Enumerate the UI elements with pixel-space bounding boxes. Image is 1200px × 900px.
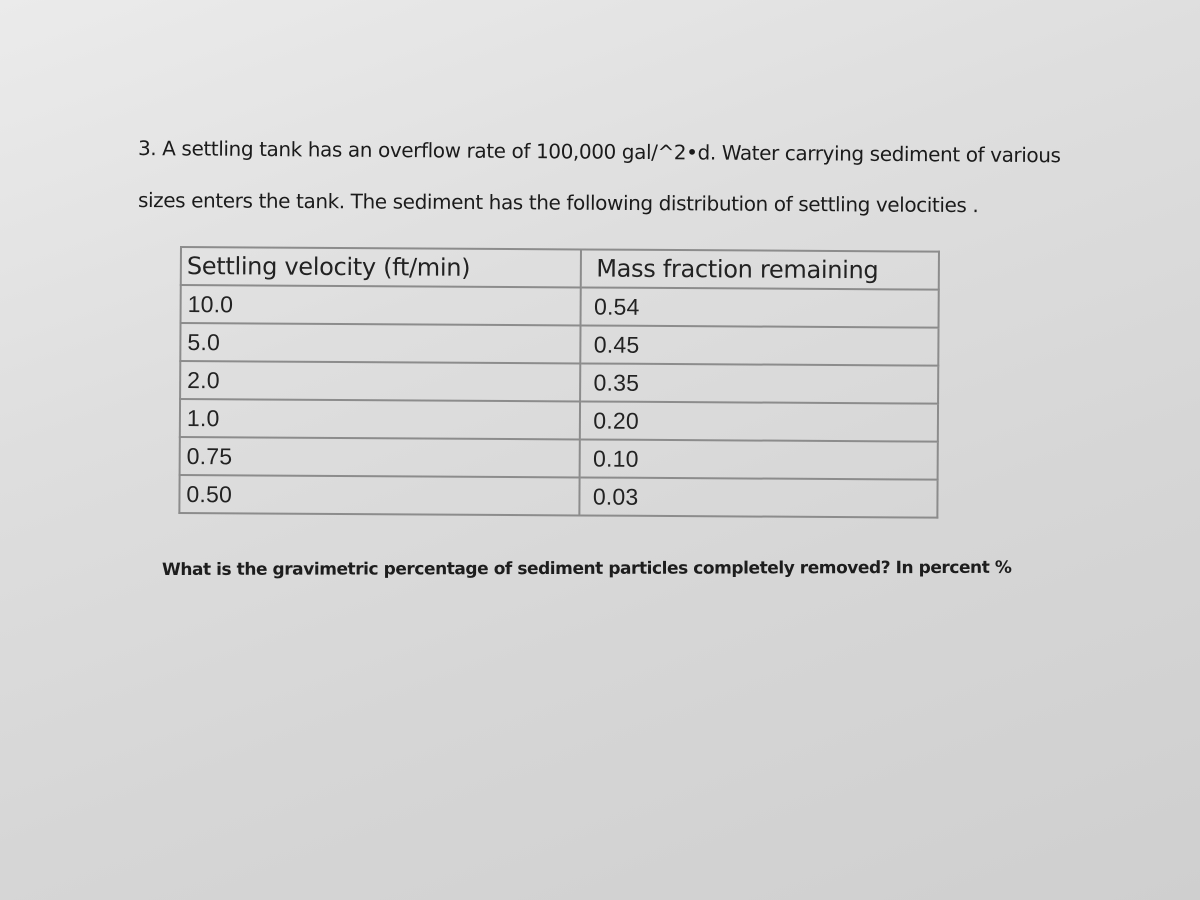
mass-fraction-cell: 0.45: [581, 325, 939, 365]
velocity-cell: 10.0: [181, 285, 582, 325]
velocity-cell: 1.0: [180, 399, 581, 439]
table-row: [180, 323, 938, 366]
table-row: [180, 437, 938, 480]
mass-fraction-cell: 0.03: [580, 477, 938, 517]
table-row: [181, 285, 939, 328]
mass-fraction-cell: 0.35: [580, 363, 938, 403]
mass-fraction-cell: 0.10: [580, 439, 938, 479]
table-row: [180, 399, 938, 442]
question-text: What is the gravimetric percentage of sediment particles completely removed? In percent %: [161, 557, 1012, 580]
velocity-cell: 2.0: [180, 361, 581, 401]
velocity-cell: 0.75: [180, 437, 581, 477]
velocity-cell: 5.0: [180, 323, 581, 363]
table-header-row: [181, 247, 939, 290]
table-row: [179, 475, 937, 518]
problem-text-line-1: 3. A settling tank has an overflow rate of 100,000 gal/^2•d. Water carrying sediment of various: [137, 136, 1061, 168]
header-settling-velocity: Settling velocity (ft/min): [181, 247, 582, 287]
velocity-cell: 0.50: [179, 475, 580, 515]
table-row: [180, 361, 938, 404]
problem-text-line-2: sizes enters the tank. The sediment has the following distribution of settling velocities .: [137, 188, 979, 218]
mass-fraction-cell: 0.54: [581, 287, 939, 327]
mass-fraction-cell: 0.20: [580, 401, 938, 441]
settling-velocity-table: [178, 246, 940, 519]
header-mass-fraction: Mass fraction remaining: [581, 249, 939, 289]
